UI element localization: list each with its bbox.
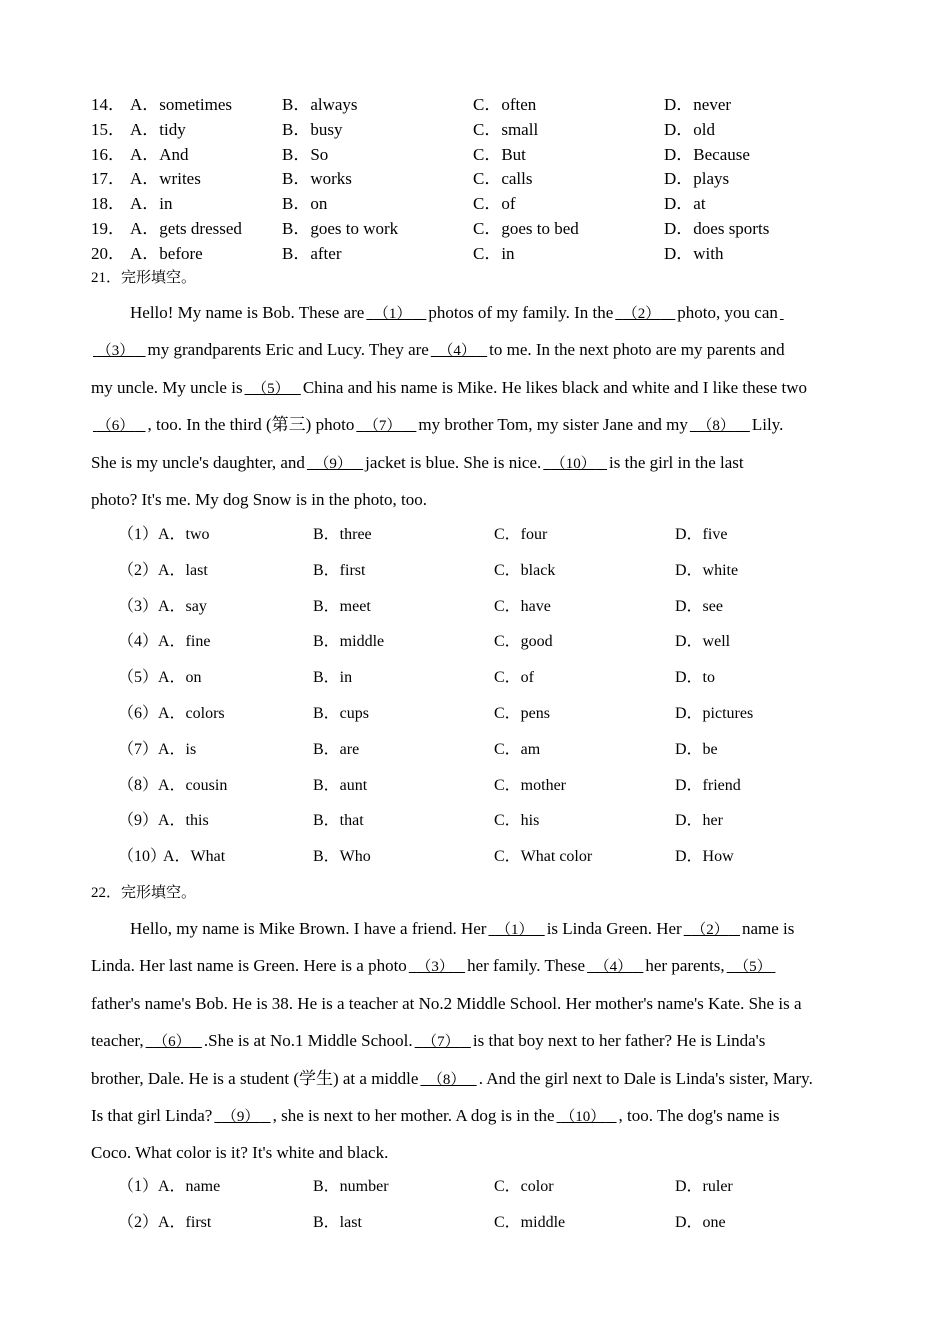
option-d[interactable]: D．does sports bbox=[664, 219, 770, 238]
question-number: （2） bbox=[118, 1213, 159, 1231]
blank-8[interactable]: （8） bbox=[427, 1071, 466, 1088]
option-a[interactable]: A．is bbox=[158, 740, 197, 758]
blank-6[interactable]: （6） bbox=[96, 418, 135, 435]
passage-line: teacher, （6） .She is at No.1 Middle School. （7） is that boy next to her father? He is Linda's bbox=[91, 1022, 859, 1059]
option-d[interactable]: D．well bbox=[675, 633, 731, 651]
option-b[interactable]: B．three bbox=[313, 526, 372, 543]
option-a[interactable]: A．in bbox=[130, 194, 173, 214]
blank-5[interactable]: （5） bbox=[252, 380, 290, 397]
passage-line: Hello! My name is Bob. These are （1） photos of my family. In the （2） photo, you can bbox=[91, 294, 859, 331]
question-number: 20． bbox=[91, 243, 125, 263]
option-d[interactable]: D．friend bbox=[675, 776, 741, 794]
option-a[interactable]: A．gets dressed bbox=[130, 219, 242, 238]
option-c[interactable]: C．But bbox=[473, 144, 526, 164]
option-b[interactable]: B．middle bbox=[313, 633, 385, 651]
option-a[interactable]: A．colors bbox=[158, 705, 225, 722]
blank-3[interactable]: （3） bbox=[96, 343, 135, 360]
option-c[interactable]: C．good bbox=[494, 633, 553, 651]
option-a[interactable]: A．two bbox=[158, 526, 210, 543]
question-number: （9） bbox=[118, 812, 159, 830]
passage-line: She is my uncle's daughter, and （9） jacket is blue. She is nice. （10） is the girl in the last bbox=[91, 444, 859, 481]
passage-line: brother, Dale. He is a student (学生) at a middle （8） . And the girl next to Dale is Linda's sister, Mary. bbox=[91, 1060, 859, 1097]
passage-line: Is that girl Linda? （9） , she is next to her mother. A dog is in the （10） , too. The dog's name is bbox=[91, 1097, 859, 1134]
passage-line: photo? It's me. My dog Snow is in the photo, too. bbox=[91, 489, 427, 509]
passage-line: Hello, my name is Mike Brown. I have a friend. Her （1） is Linda Green. Her （2） name is bbox=[91, 910, 859, 947]
option-a[interactable]: A．writes bbox=[130, 169, 201, 189]
question-number: 17． bbox=[91, 169, 125, 189]
blank-4[interactable]: （4） bbox=[594, 959, 633, 976]
passage-line: my uncle. My uncle is （5） China and his name is Mike. He likes black and white and I like these two bbox=[91, 369, 859, 406]
question-number: 19． bbox=[91, 219, 125, 238]
option-a[interactable]: A．before bbox=[130, 243, 203, 263]
option-d[interactable]: D．old bbox=[664, 119, 715, 139]
question-number: 18． bbox=[91, 194, 125, 214]
option-a[interactable]: A．fine bbox=[158, 633, 211, 651]
question-number: （1） bbox=[118, 1178, 159, 1195]
option-b[interactable]: B．that bbox=[313, 812, 364, 830]
option-b[interactable]: B．goes to work bbox=[282, 219, 399, 238]
blank-7[interactable]: （7） bbox=[422, 1034, 460, 1051]
option-c[interactable]: C．black bbox=[494, 561, 556, 579]
passage-line: （6） , too. In the third (第三) photo （7） my brother Tom, my sister Jane and my （8） Lily. bbox=[91, 406, 859, 443]
option-d[interactable]: D．plays bbox=[664, 169, 730, 189]
option-b[interactable]: B．after bbox=[282, 243, 342, 263]
option-a[interactable]: A．first bbox=[158, 1213, 212, 1231]
option-c[interactable]: C．of bbox=[494, 669, 535, 687]
option-c[interactable]: C．his bbox=[494, 812, 540, 830]
option-c[interactable]: C．calls bbox=[473, 169, 533, 189]
question-number: （3） bbox=[118, 597, 159, 615]
blank-9[interactable]: （9） bbox=[314, 455, 352, 472]
option-c[interactable]: C．often bbox=[473, 95, 537, 114]
option-b[interactable]: B．first bbox=[313, 561, 366, 579]
option-a[interactable]: A．name bbox=[158, 1178, 221, 1195]
option-a[interactable]: A．cousin bbox=[158, 776, 228, 794]
option-b[interactable]: B．works bbox=[282, 169, 352, 189]
blank-8[interactable]: （8） bbox=[697, 418, 735, 435]
option-b[interactable]: B．number bbox=[313, 1178, 389, 1195]
option-c[interactable]: C．pens bbox=[494, 705, 551, 722]
passage-line: Linda. Her last name is Green. Here is a photo （3） her family. These （4） her parents, （5） bbox=[91, 947, 859, 984]
question-number: 15． bbox=[91, 119, 125, 139]
option-a[interactable]: A．tidy bbox=[130, 119, 186, 139]
passage-line: father's name's Bob. He is 38. He is a teacher at No.2 Middle School. Her mother's name's Kate. She is a bbox=[91, 993, 802, 1013]
option-d[interactable]: D．five bbox=[675, 526, 728, 543]
option-a[interactable]: A．say bbox=[158, 597, 207, 615]
option-a[interactable]: A．last bbox=[158, 561, 208, 579]
q22-heading: 22．完形填空。 bbox=[91, 885, 197, 901]
option-a[interactable]: A．this bbox=[158, 812, 209, 830]
option-c[interactable]: C．four bbox=[494, 526, 548, 543]
question-number: （7） bbox=[118, 740, 159, 758]
passage-line: Coco. What color is it? It's white and black. bbox=[91, 1143, 389, 1163]
option-b[interactable]: B．cups bbox=[313, 705, 370, 722]
option-d[interactable]: D．pictures bbox=[675, 705, 754, 722]
question-number: （4） bbox=[118, 633, 159, 651]
option-a[interactable]: A．sometimes bbox=[130, 95, 232, 114]
option-d[interactable]: D．one bbox=[675, 1213, 726, 1231]
option-c[interactable]: C．middle bbox=[494, 1213, 566, 1231]
option-b[interactable]: B．last bbox=[313, 1213, 362, 1231]
option-b[interactable]: B．aunt bbox=[313, 776, 368, 794]
option-b[interactable]: B．So bbox=[282, 144, 329, 164]
option-b[interactable]: B．always bbox=[282, 95, 358, 114]
question-number: （5） bbox=[118, 669, 159, 687]
blank-10[interactable]: （10） bbox=[550, 455, 596, 472]
option-c[interactable]: C．of bbox=[473, 194, 516, 214]
option-b[interactable]: B．on bbox=[282, 194, 328, 214]
option-c[interactable]: C．goes to bed bbox=[473, 219, 579, 238]
blank-10[interactable]: （10） bbox=[560, 1108, 606, 1125]
question-number: （8） bbox=[118, 776, 159, 794]
q21-passage bbox=[91, 294, 859, 518]
option-b[interactable]: B．in bbox=[313, 669, 353, 687]
blank-1[interactable]: （1） bbox=[373, 306, 412, 322]
option-d[interactable]: D．white bbox=[675, 561, 739, 579]
option-d[interactable]: D．never bbox=[664, 95, 732, 114]
option-d[interactable]: D．with bbox=[664, 243, 724, 263]
question-number: （10） bbox=[118, 848, 167, 866]
blank-2[interactable]: （2） bbox=[622, 306, 661, 322]
option-d[interactable]: D．her bbox=[675, 812, 723, 830]
blank-3[interactable]: （3） bbox=[416, 959, 454, 976]
question-number: （6） bbox=[118, 705, 159, 722]
option-c[interactable]: C．What color bbox=[494, 848, 593, 866]
question-number: （2） bbox=[118, 561, 159, 579]
question-number: 16． bbox=[91, 144, 125, 164]
option-c[interactable]: C．have bbox=[494, 597, 551, 615]
option-d[interactable]: D．ruler bbox=[675, 1178, 733, 1195]
blank-4[interactable]: （4） bbox=[438, 343, 476, 360]
blank-7[interactable]: （7） bbox=[363, 418, 402, 435]
option-b[interactable]: B．busy bbox=[282, 119, 343, 139]
blank-9[interactable]: （9） bbox=[221, 1108, 260, 1125]
option-d[interactable]: D．Because bbox=[664, 144, 750, 164]
option-a[interactable]: A．What bbox=[163, 848, 226, 866]
blank-1[interactable]: （1） bbox=[495, 922, 534, 938]
option-c[interactable]: C．in bbox=[473, 243, 515, 263]
question-number: （1） bbox=[118, 526, 159, 543]
blank-5[interactable]: （5） bbox=[734, 959, 772, 976]
option-c[interactable]: C．mother bbox=[494, 776, 566, 794]
question-number: 14． bbox=[91, 95, 125, 114]
option-c[interactable]: C．color bbox=[494, 1178, 554, 1195]
q21-heading: 21．完形填空。 bbox=[91, 270, 197, 286]
blank-6[interactable]: （6） bbox=[153, 1034, 191, 1051]
option-a[interactable]: A．And bbox=[130, 144, 189, 164]
option-b[interactable]: B．Who bbox=[313, 848, 371, 866]
option-a[interactable]: A．on bbox=[158, 669, 202, 687]
option-b[interactable]: B．are bbox=[313, 740, 360, 758]
option-b[interactable]: B．meet bbox=[313, 597, 371, 615]
option-d[interactable]: D．at bbox=[664, 194, 706, 214]
option-d[interactable]: D．see bbox=[675, 597, 723, 615]
option-c[interactable]: C．small bbox=[473, 119, 539, 139]
blank-2[interactable]: （2） bbox=[691, 922, 729, 938]
option-d[interactable]: D．be bbox=[675, 740, 718, 758]
q22-passage bbox=[91, 910, 859, 1172]
passage-line: （3） my grandparents Eric and Lucy. They are （4） to me. In the next photo are my parents and bbox=[91, 331, 859, 368]
option-d[interactable]: D．How bbox=[675, 848, 734, 866]
option-d[interactable]: D．to bbox=[675, 669, 716, 687]
option-c[interactable]: C．am bbox=[494, 740, 541, 758]
